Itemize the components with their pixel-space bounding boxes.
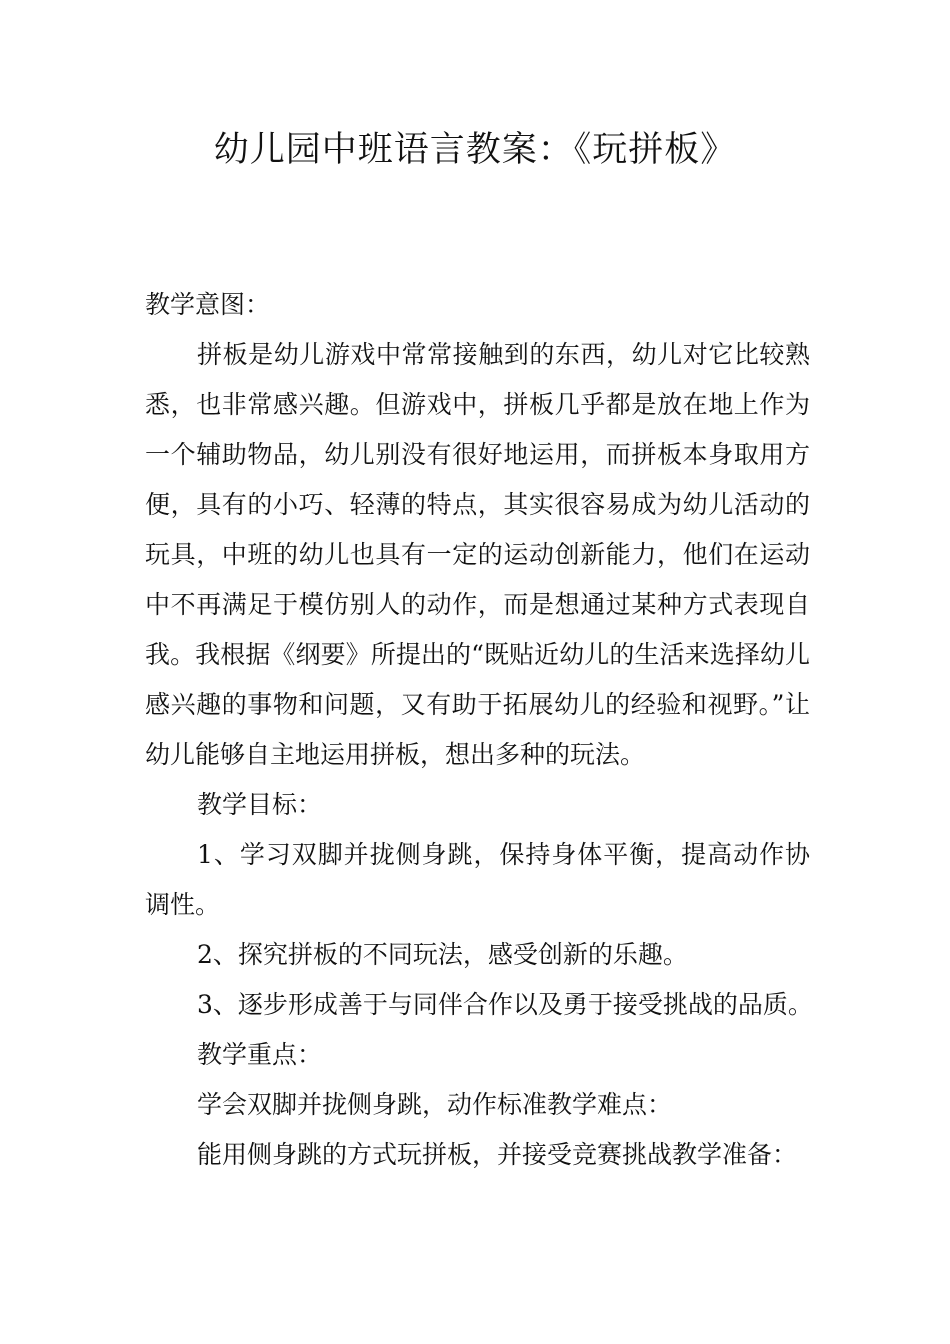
paragraph-key-body: 学会双脚并拢侧身跳，动作标准教学难点： (197, 1090, 673, 1119)
paragraph-key-heading: 教学重点： (197, 1040, 323, 1069)
paragraph-goal-1: 1、学习双脚并拢侧身跳，保持身体平衡，提高动作协调性。 (145, 840, 810, 919)
paragraph-goal-3: 3、逐步形成善于与同伴合作以及勇于接受挑战的品质。 (197, 990, 813, 1019)
paragraph-goal-2: 2、探究拼板的不同玩法，感受创新的乐趣。 (197, 940, 688, 969)
paragraph-goals-heading: 教学目标： (197, 790, 323, 819)
document-body (145, 280, 813, 1180)
paragraph-intent-body: 拼板是幼儿游戏中常常接触到的东西，幼儿对它比较熟悉，也非常感兴趣。但游戏中，拼板几乎都是放在地上作为一个辅助物品，幼儿别没有很好地运用，而拼板本身取用方便，具有的小巧、轻薄的特点，其实很容易成为幼儿活动的玩具，中班的幼儿也具有一定的运动创新能力，他们在运动中不再满足于模仿别人的动作，而是想通过某种方式表现自我。我根据《纲要》所提出的“既贴近幼儿的生活来选择幼儿感兴趣的事物和问题，又有助于拓展幼儿的经验和视野。”让幼儿能够自主地运用拼板，想出多种的玩法。 (145, 340, 810, 769)
paragraph-difficulty-body: 能用侧身跳的方式玩拼板，并接受竞赛挑战教学准备： (197, 1140, 798, 1169)
document-title: 幼儿园中班语言教案：《玩拼板》 (213, 130, 737, 170)
paragraph-intent-heading: 教学意图： (145, 290, 271, 319)
